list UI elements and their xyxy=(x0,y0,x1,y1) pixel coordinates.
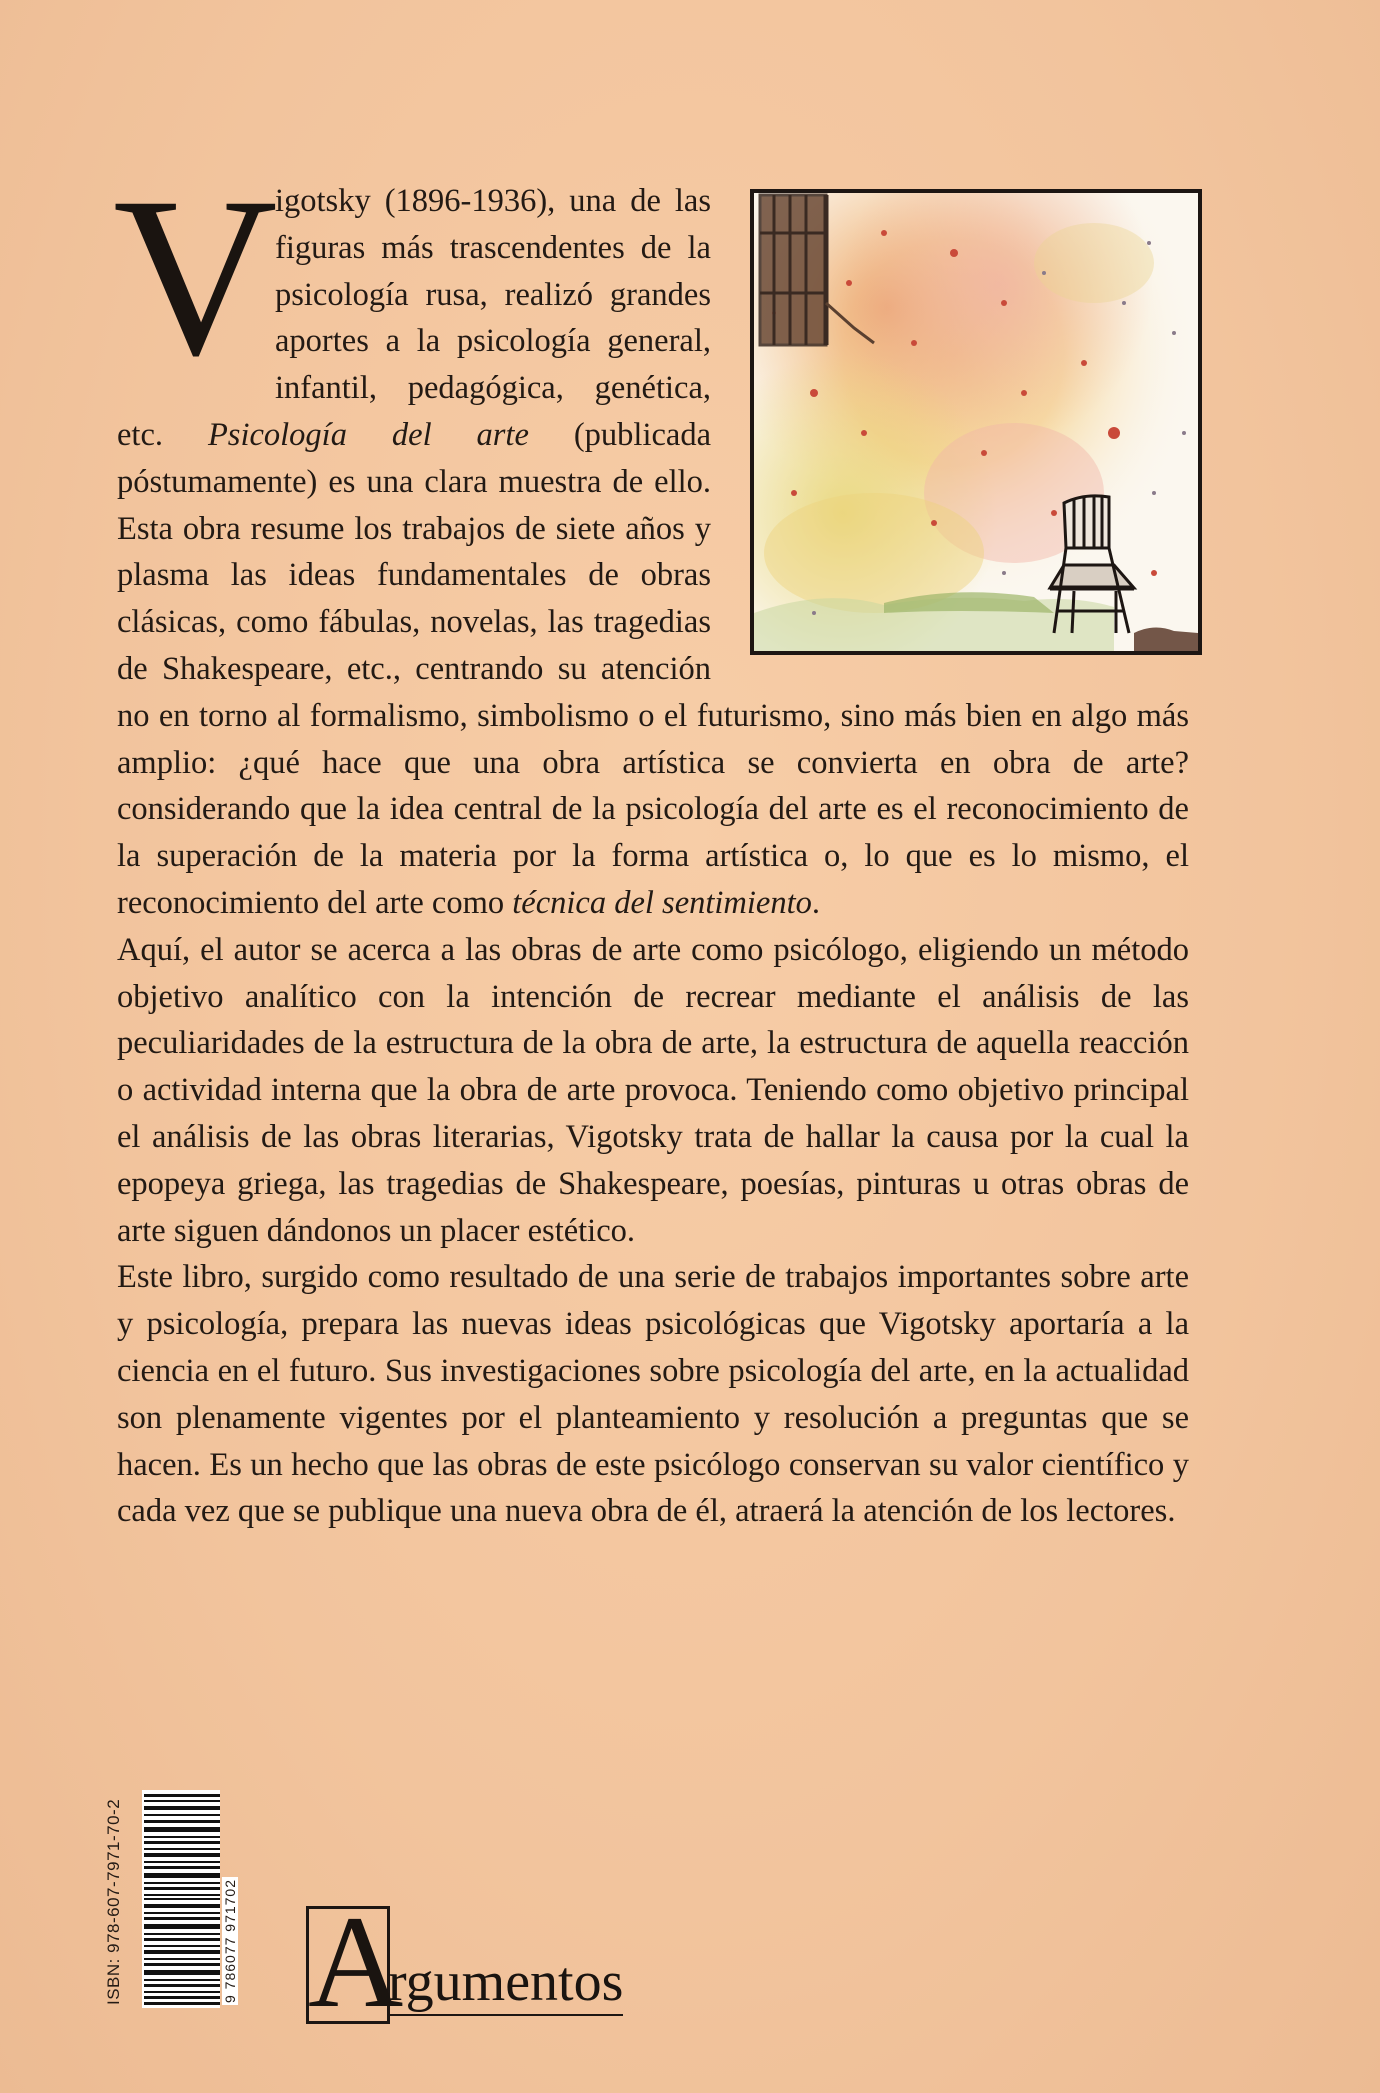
isbn-text: ISBN: 978-607-7971-70-2 xyxy=(104,1798,123,2005)
drop-cap: V xyxy=(113,151,278,403)
publisher-logo xyxy=(302,1888,652,2035)
paragraph-2: Aquí, el autor se acerca a las obras de arte como psicólogo, eligiendo un método objetivo analítico con la intención de recrear mediante el análisis de las peculiaridades de la estructura de la obra de arte, la estructura de aquella reacción o actividad interna que la obra de arte provoca. Teniendo como objetivo principal el análisis de las obras literarias, Vigotsky trata de hallar la causa por la cual la epopeya griega, las tragedias de Shakespeare, poesías, pinturas u otras obras de arte siguen dándonos un placer estético. xyxy=(117,931,1189,1249)
barcode xyxy=(142,1790,220,2008)
intro-text: igotsky (1896-1936), una de las figuras más trascendentes de la psicología rusa, realizó grandes aportes a la psicología general, infantil, pedagógica, genética, etc. xyxy=(117,183,711,453)
italic-phrase: técnica del sentimiento xyxy=(512,884,812,921)
logo-wordmark: rgumentos xyxy=(388,1952,623,2016)
logo-initial: A xyxy=(308,1888,404,2035)
watercolor-illustration xyxy=(750,189,1202,655)
ean-digits: 9 786077 971702 xyxy=(222,1879,238,2003)
barcode-bars xyxy=(142,1790,220,2008)
intro-end: . xyxy=(811,884,821,921)
intro-continued: (publicada póstumamente) es una clara muestra de ello. Esta obra resume los trabajos de siete años y plasma las ideas fundamentales de obras clásicas, como fábulas, novelas, las tragedias de Shakespeare, etc., centrando su atención no en torno al formalismo, simbolismo o el futurismo, sino más bien en algo más amplio: ¿qué hace que una obra artística se convierta en obra de arte? considerando que la idea central de la psicología del arte es el reconocimiento de la superación de la materia por la forma artística o, lo que es lo mismo, el reconocimiento del arte como xyxy=(117,416,1189,921)
chair-painting-image xyxy=(754,193,1198,651)
book-title: Psicología del arte xyxy=(207,416,529,453)
paragraph-3: Este libro, surgido como resultado de una serie de trabajos importantes sobre arte y psicología, prepara las nuevas ideas psicológicas que Vigotsky aportaría a la ciencia en el futuro. Sus investigaciones sobre psicología del arte, en la actualidad son plenamente vigentes por el planteamiento y resolución a preguntas que se hacen. Es un hecho que las obras de este psicólogo conservan su valor científico y cada vez que se publique una nueva obra de él, atraerá la atención de los lectores. xyxy=(117,1259,1189,1530)
